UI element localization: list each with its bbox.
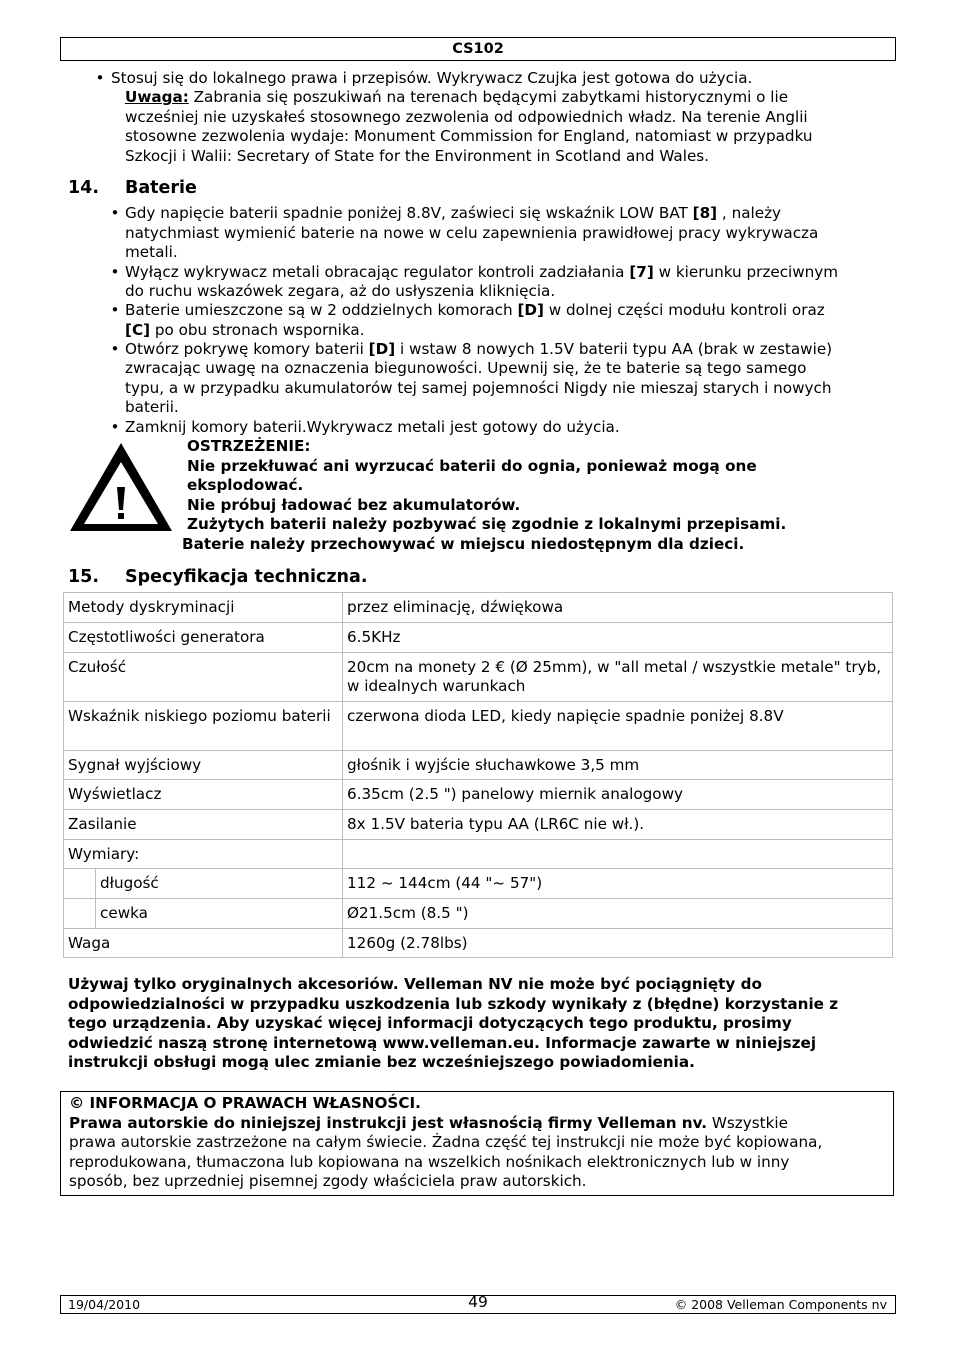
table-row: [64, 780, 893, 810]
copyright-box: [60, 1091, 894, 1196]
section-number: 14.: [68, 178, 100, 198]
spec-label: Metody dyskryminacji: [64, 593, 343, 623]
bullet-dot: •: [110, 340, 120, 358]
battery-bullet-1: [125, 204, 781, 224]
table-row: [64, 622, 893, 652]
notice-line: Używaj tylko oryginalnych akcesoriów. Velleman NV nie może być pociągnięty do: [68, 975, 762, 993]
battery-bullet-5: Zamknij komory baterii.Wykrywacz metali jest gotowy do użycia.: [125, 418, 620, 436]
page-footer: [60, 1295, 896, 1314]
ref-label: [D]: [368, 340, 396, 358]
copyright-line: [69, 1114, 885, 1134]
section-number: 15.: [68, 567, 100, 587]
spec-value: 1260g (2.78lbs): [343, 928, 893, 958]
spec-value: [343, 839, 893, 869]
copyright-title: © INFORMACJA O PRAWACH WŁASNOŚCI.: [69, 1094, 421, 1112]
spec-value: przez eliminację, dźwiękowa: [343, 593, 893, 623]
table-row: [64, 701, 893, 750]
spec-label: Wskaźnik niskiego poziomu baterii: [64, 701, 343, 750]
indent-cell: [64, 869, 96, 899]
bullet-dot: •: [110, 204, 120, 222]
spec-label: Sygnał wyjściowy: [64, 750, 343, 780]
spec-table: [63, 592, 893, 958]
spec-value: głośnik i wyjście słuchawkowe 3,5 mm: [343, 750, 893, 780]
text: Wyłącz wykrywacz metali obracając regulator kontroli zadziałania: [125, 263, 630, 281]
table-row: [64, 928, 893, 958]
ref-label: [7]: [629, 263, 654, 281]
warning-title: OSTRZEŻENIE:: [187, 437, 311, 455]
spec-value: 112 ~ 144cm (44 "~ 57"): [343, 869, 893, 899]
battery-bullet-3-line: [125, 321, 365, 341]
notice-line: odpowiedzialności w przypadku uszkodzenia lub szkody wynikały z (błędne) korzystanie z: [68, 994, 839, 1013]
bullet-dot: •: [110, 418, 120, 436]
spec-label: Wyświetlacz: [64, 780, 343, 810]
battery-bullet-2: [125, 263, 838, 283]
spec-label: Wymiary:: [64, 839, 343, 869]
footer-date: 19/04/2010: [68, 1297, 141, 1312]
note-first-line: Zabrania się poszukiwań na terenach będącymi zabytkami historycznymi o lie: [188, 88, 789, 106]
document-header: [60, 37, 896, 61]
spec-value: 6.5KHz: [343, 622, 893, 652]
text: Otwórz pokrywę komory baterii: [125, 340, 369, 358]
table-row: [64, 869, 893, 899]
note-line: stosowne zezwolenia wydaje: Monument Commission for England, natomiast w przypadku: [125, 127, 813, 145]
text: Gdy napięcie baterii spadnie poniżej 8.8V, zaświeci się wskaźnik LOW BAT: [125, 204, 693, 222]
spec-value: 6.35cm (2.5 ") panelowy miernik analogowy: [343, 780, 893, 810]
spec-value: 20cm na monety 2 € (Ø 25mm), w "all metal / wszystkie metale" tryb, w idealnych warunkach: [343, 652, 893, 701]
copyright-line: sposób, bez uprzedniej pisemnej zgody właściciela praw autorskich.: [69, 1172, 587, 1190]
table-row: [64, 839, 893, 869]
text: w dolnej części modułu kontroli oraz: [543, 301, 825, 319]
notice-line: odwiedzić naszą stronę internetową www.velleman.eu. Informacje zawarte w niniejszej: [68, 1033, 817, 1052]
note-label: Uwaga:: [125, 88, 189, 106]
page-number: 49: [468, 1293, 488, 1311]
spec-label: Częstotliwości generatora: [64, 622, 343, 652]
battery-bullet-4-line: zwracając uwagę na oznaczenia biegunowości. Upewnij się, że te baterie są tego samego: [125, 359, 807, 377]
spec-label: długość: [96, 869, 343, 899]
copyright-bold-text: Prawa autorskie do niniejszej instrukcji jest własnością firmy Velleman nv.: [69, 1113, 708, 1132]
ref-label: [D]: [517, 301, 544, 319]
spec-value: Ø21.5cm (8.5 "): [343, 899, 893, 929]
ref-label: [8]: [692, 204, 718, 222]
battery-bullet-2-line: do ruchu wskazówek zegara, aż do usłyszenia kliknięcia.: [125, 282, 556, 300]
copyright-line: reprodukowana, tłumaczona lub kopiowana na wszelkich nośnikach elektronicznych lub w inny: [69, 1152, 790, 1171]
battery-bullet-1-line: natychmiast wymienić baterie na nowe w celu zapewnienia prawidłowej pracy wykrywacza: [125, 224, 819, 242]
model-number: CS102: [452, 41, 504, 57]
text: Baterie umieszczone są w 2 oddzielnych komorach: [125, 301, 518, 319]
section-title: Specyfikacja techniczna.: [125, 567, 368, 587]
ref-label: [C]: [125, 321, 151, 339]
intro-bullet-text: Stosuj się do lokalnego prawa i przepisów. Wykrywacz Czujka jest gotowa do użycia.: [111, 69, 753, 87]
battery-bullet-1-line: metali.: [125, 243, 178, 261]
table-row: [64, 899, 893, 929]
intro-note: [125, 88, 788, 108]
text: i wstaw 8 nowych 1.5V baterii typu AA (brak w zestawie): [395, 340, 833, 358]
table-row: [64, 652, 893, 701]
footer-copyright: © 2008 Velleman Components nv: [674, 1297, 887, 1312]
text: po obu stronach wspornika.: [150, 321, 365, 339]
table-row: [64, 750, 893, 780]
spec-label: Zasilanie: [64, 809, 343, 839]
spec-label: Waga: [64, 928, 343, 958]
text: w kierunku przeciwnym: [653, 263, 839, 281]
warning-line: Nie próbuj ładować bez akumulatorów.: [187, 496, 521, 514]
table-row: [64, 593, 893, 623]
spec-label: Czułość: [64, 652, 343, 701]
warning-line: Nie przekłuwać ani wyrzucać baterii do ognia, ponieważ mogą one: [187, 457, 757, 475]
section-title: Baterie: [125, 178, 197, 198]
notice-line: tego urządzenia. Aby uzyskać więcej informacji dotyczących tego produktu, prosimy: [68, 1014, 792, 1032]
warning-line: Baterie należy przechowywać w miejscu niedostępnym dla dzieci.: [182, 535, 745, 553]
note-line: Szkocji i Walii: Secretary of State for the Environment in Scotland and Wales.: [125, 147, 710, 165]
battery-bullet-3: [125, 301, 825, 321]
indent-cell: [64, 899, 96, 929]
copyright-line: prawa autorskie zastrzeżone na całym świecie. Żadna część tej instrukcji nie może być kopiowana,: [69, 1133, 823, 1151]
spec-value: 8x 1.5V bateria typu AA (LR6C nie wł.).: [343, 809, 893, 839]
bullet-dot: •: [110, 263, 120, 281]
table-row: [64, 809, 893, 839]
bullet-dot: •: [110, 301, 120, 319]
warning-line: eksplodować.: [187, 476, 304, 494]
note-line: wcześniej nie uzyskałeś stosownego zezwolenia od odpowiednich władz. Na terenie Anglii: [125, 108, 808, 126]
notice-line: instrukcji obsługi mogą ulec zmianie bez wcześniejszego powiadomienia.: [68, 1053, 695, 1071]
battery-bullet-4-line: baterii.: [125, 398, 179, 416]
battery-bullet-4: [125, 340, 832, 360]
spec-value: czerwona dioda LED, kiedy napięcie spadnie poniżej 8.8V: [343, 701, 893, 750]
bullet-dot: •: [95, 69, 105, 87]
text: , należy: [717, 204, 782, 222]
warning-line: Zużytych baterii należy pozbywać się zgodnie z lokalnymi przepisami.: [187, 515, 787, 533]
accessories-notice: [68, 975, 898, 1073]
battery-bullet-4-line: typu, a w przypadku akumulatorów tej samej pojemności Nigdy nie mieszaj starych i nowych: [125, 379, 832, 397]
warning-triangle-icon: [67, 440, 175, 534]
spec-label: cewka: [96, 899, 343, 929]
text: Wszystkie: [707, 1113, 788, 1132]
